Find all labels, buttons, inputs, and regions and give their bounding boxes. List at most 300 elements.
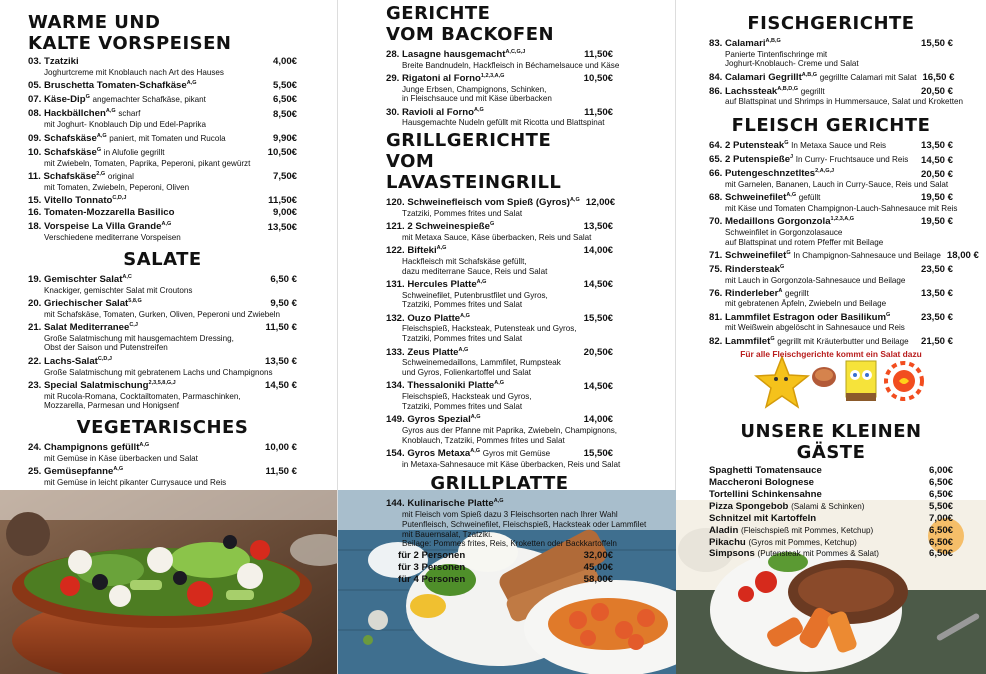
- menu-item-short-desc: In Metaxa Sauce und Reis: [791, 141, 887, 151]
- menu-item: [28, 145, 297, 168]
- menu-item: [386, 277, 613, 310]
- menu-item-price: 14,50€: [583, 380, 613, 392]
- menu-item-name: 120. Schweinefleisch vom Spieß (Gyros): [386, 197, 570, 209]
- menu-item-line: [709, 36, 915, 50]
- allergen-codes: A,G: [493, 498, 504, 505]
- menu-item-name: 121. 2 Schweinespieße: [386, 221, 490, 233]
- menu-item-description: Große Salatmischung mit gebratenem Lachs und Champignons: [44, 367, 273, 377]
- allergen-codes: A,C: [122, 273, 132, 280]
- menu-item-line: [709, 310, 915, 324]
- menu-item-line: [709, 84, 915, 98]
- menu-item-name: 134. Thessaloniki Platte: [386, 380, 495, 392]
- menu-item: [28, 272, 297, 295]
- menu-item-name: Spaghetti Tomatensauce: [709, 465, 822, 477]
- menu-item: [386, 243, 613, 276]
- menu-item-short-desc: paniert, mit Tomaten und Rucola: [109, 133, 226, 143]
- menu-item: [28, 320, 297, 353]
- menu-item: [386, 378, 613, 411]
- menu-item: [709, 513, 953, 525]
- allergen-codes: A,G: [113, 466, 124, 473]
- allergen-codes: G: [779, 263, 785, 270]
- menu-item-short-desc: (Putensteak mit Pommes & Salat): [757, 549, 879, 559]
- salad-note: Für alle Fleischgerichte kommt ein Salat dazu: [740, 349, 922, 360]
- menu-item-line: [386, 219, 578, 233]
- menu-item-name: 10. Schafskäse: [28, 147, 97, 158]
- menu-item-price: 20,50 €: [920, 168, 953, 180]
- menu-item: [709, 489, 953, 501]
- menu-item-name: 83. Calamari: [709, 38, 766, 50]
- menu-item-short-desc: gegrillt mit Kräuterbutter und Beilage: [777, 336, 909, 346]
- menu-item-description: Beilage: Pommes frites, Reis, Kroketten oder Backkartoffeln: [402, 539, 617, 549]
- menu-item-line: [709, 138, 915, 152]
- menu-item: [709, 465, 953, 477]
- menu-item-description: mit Joghurt- Knoblauch Dip und Edel-Paprika: [44, 120, 206, 130]
- allergen-codes: 2,A,G,J: [815, 168, 835, 175]
- allergen-codes: A,G: [161, 221, 172, 228]
- menu-item-name: 75. Rindersteak: [709, 264, 780, 276]
- allergen-codes: C,J: [129, 321, 138, 328]
- menu-item-price: 11,50€: [584, 49, 613, 61]
- menu-item-price: 13,50€: [267, 221, 297, 233]
- menu-item-description: Mozzarella, Parmesan und Honigsenf: [44, 401, 179, 411]
- menu-item-short-desc: (Gyros mit Pommes, Ketchup): [748, 537, 857, 547]
- menu-item-description: Tzatziki, Pommes frites und Salat: [402, 401, 523, 411]
- menu-item-description: mit Rucola-Romana, Cocktailtomaten, Parmaschinken,: [44, 391, 241, 401]
- menu-item-line: [709, 477, 923, 489]
- allergen-codes: G: [786, 249, 791, 256]
- menu-item-price: 6,50 €: [270, 274, 297, 286]
- menu-item-name: 149. Gyros Spezial: [386, 414, 471, 426]
- menu-item-short-desc: angemachter Schafkäse, pikant: [92, 95, 206, 105]
- menu-item-price: 9,00€: [272, 207, 297, 219]
- menu-item-short-desc: in Alufolie gegrillt: [103, 148, 165, 157]
- menu-item-description: Breite Bandnudeln, Hackfleisch in Béchamelsauce und Käse: [402, 60, 620, 70]
- menu-item-description: in Metaxa-Sahnesauce mit Käse überbacken, Reis und Salat: [402, 459, 621, 469]
- menu-item: [709, 36, 953, 69]
- allergen-codes: G: [96, 146, 102, 153]
- menu-item-name: 08. Hackbällchen: [28, 108, 106, 120]
- menu-item-price: 18,00 €: [946, 250, 979, 261]
- menu-item-name: 28. Lasagne hausgemacht: [386, 49, 506, 61]
- menu-item-price: 8,50€: [272, 108, 297, 120]
- menu-item-price: 11,50 €: [265, 466, 297, 478]
- menu-item-name: 154. Gyros Metaxa: [386, 448, 471, 460]
- menu-item-price: 13,50 €: [920, 140, 953, 152]
- menu-item-short-desc: gegrillt: [784, 288, 809, 298]
- menu-item-line: [386, 195, 580, 209]
- menu-item-line: [386, 277, 578, 291]
- menu-item-description: mit Gemüse in leicht pikanter Currysauce und Reis: [44, 477, 227, 487]
- menu-item: [709, 477, 953, 489]
- allergen-codes: C,D,J: [97, 355, 112, 362]
- menu-item-description: mit Bauernsalat, Tzatziki.: [402, 529, 493, 539]
- menu-item-line: [28, 207, 267, 219]
- menu-item-line: [386, 71, 578, 85]
- allergen-codes: G: [85, 94, 90, 101]
- menu-item: [28, 78, 297, 92]
- menu-item-price: 21,50 €: [920, 335, 953, 347]
- allergen-codes: A,G: [786, 192, 797, 199]
- menu-item-price: 7,00€: [928, 512, 953, 524]
- menu-item: [28, 207, 297, 219]
- menu-item-line: [386, 412, 578, 426]
- menu-item: [28, 92, 297, 106]
- menu-item-name: 81. Lammfilet Estragon oder Basilikum: [709, 311, 887, 323]
- menu-item: [709, 138, 953, 152]
- menu-item: [709, 537, 953, 549]
- menu-item: [386, 496, 647, 549]
- menu-item-price: 20,50 €: [920, 85, 953, 97]
- menu-item-line: [709, 166, 915, 180]
- menu-section-grillgerichte-vom-lavasteingrill: [386, 130, 621, 469]
- menu-item-price: 19,50 €: [920, 192, 953, 204]
- allergen-codes: A,G: [569, 197, 580, 204]
- menu-item-name: 05. Bruschetta Tomaten-Schafkäse: [28, 80, 187, 92]
- menu-item-price: 7,50€: [272, 171, 297, 183]
- menu-item-line: [28, 56, 267, 68]
- menu-item-line: [386, 105, 578, 119]
- menu-section-grillplatte: [386, 473, 647, 585]
- menu-section-gerichte-vom-backofen: [386, 3, 620, 128]
- menu-item: [386, 562, 613, 574]
- menu-item-description: Schweinfilet in Gorgonzolasauce: [725, 227, 843, 237]
- menu-item-description: Obst der Saison und Putenstreifen: [44, 343, 168, 353]
- menu-item-description: Knoblauch, Tzatziki, Pommes frites und Salat: [402, 435, 565, 445]
- menu-item: [28, 378, 297, 411]
- section-title: GRILLPLATTE: [430, 473, 569, 495]
- menu-item-line: [28, 145, 262, 159]
- menu-item-line: [28, 354, 259, 368]
- menu-item-description: mit Fleisch vom Spieß dazu 3 Fleischsorten nach Ihrer Wahl: [402, 510, 618, 520]
- menu-item-line: [386, 562, 578, 574]
- allergen-codes: A,G: [105, 108, 116, 115]
- menu-item-price: 13,50 €: [264, 356, 297, 368]
- menu-item-description: mit Tomaten, Zwiebeln, Peperoni, Oliven: [44, 182, 190, 192]
- menu-item-line: [386, 574, 578, 586]
- menu-item-short-desc: gegrillte Calamari mit Salat: [819, 72, 917, 82]
- menu-item-name: 11. Schafskäse: [28, 171, 97, 183]
- section-title: GRILLGERICHTE: [386, 130, 552, 152]
- menu-item-short-desc: (Salami & Schinken): [791, 501, 865, 511]
- allergen-codes: A,B,D,G: [777, 85, 799, 92]
- menu-item-price: 6,50€: [928, 524, 953, 536]
- menu-item-line: [386, 496, 607, 510]
- menu-item: [709, 548, 953, 560]
- menu-item: [28, 464, 297, 487]
- menu-item: [386, 550, 613, 562]
- menu-item-short-desc: Gyros mit Gemüse: [482, 449, 551, 459]
- menu-item-line: [28, 131, 267, 145]
- menu-item: [709, 525, 953, 537]
- menu-item-line: [28, 440, 259, 454]
- menu-item-price: 6,50€: [928, 488, 953, 500]
- menu-item-line: [709, 152, 915, 166]
- menu-item: [709, 334, 953, 348]
- menu-item-price: 10,50€: [583, 73, 613, 85]
- menu-item-name: 16. Tomaten-Mozzarella Basilico: [28, 207, 175, 219]
- allergen-codes: 2,3,5,8,G,J: [148, 379, 176, 386]
- menu-item-name: 07. Käse-Dip: [28, 94, 86, 106]
- allergen-codes: 1,2,3,A,G: [480, 72, 505, 79]
- section-title: FLEISCH GERICHTE: [731, 115, 931, 137]
- allergen-codes: A,G: [458, 346, 469, 353]
- menu-item-price: 15,50 €: [920, 38, 953, 50]
- menu-item-description: Joghurtcreme mit Knoblauch nach Art des Hauses: [44, 67, 224, 77]
- menu-item-description: mit Garnelen, Bananen, Lauch in Curry-Sauce, Reis und Salat: [725, 180, 949, 190]
- menu-item-price: 13,50€: [583, 221, 613, 233]
- menu-item-description: Tzatziki, Pommes frites und Salat: [402, 334, 523, 344]
- menu-item-description: mit Käse und Tomaten Champignon-Lauch-Sahnesauce mit Reis: [725, 203, 958, 213]
- menu-item: [386, 412, 618, 445]
- section-title: VOM LAVASTEINGRILL: [386, 151, 562, 194]
- menu-item: [386, 446, 621, 469]
- menu-item-line: [709, 248, 941, 262]
- menu-item-name: 20. Griechischer Salat: [28, 298, 129, 310]
- menu-item-line: [28, 78, 267, 92]
- menu-item: [28, 354, 297, 377]
- menu-item-line: [28, 92, 267, 106]
- menu-section-vegetarisches: [28, 417, 297, 488]
- menu-item-line: [709, 70, 916, 84]
- menu-item-description: mit Weißwein abgelöscht in Sahnesauce und Reis: [725, 323, 905, 333]
- menu-item-description: Verschiedene mediterrane Vorspeisen: [44, 233, 181, 243]
- menu-item-line: [28, 464, 260, 478]
- menu-item-name: 09. Schafskäse: [28, 132, 97, 144]
- menu-item-line: [709, 548, 923, 560]
- menu-item-name: 65. 2 Putenspieße: [709, 154, 791, 166]
- menu-item: [28, 440, 297, 463]
- menu-item-name: 23. Special Salatmischung: [28, 380, 149, 392]
- allergen-codes: A: [778, 287, 783, 294]
- menu-item-name: 76. Rinderleber: [709, 287, 779, 299]
- menu-item-name: für 4 Personen: [398, 573, 466, 585]
- menu-item-line: [709, 501, 923, 513]
- menu-section-fleisch-gerichte: [709, 115, 979, 360]
- menu-item-price: 16,50 €: [922, 71, 955, 83]
- menu-item-description: Hausgemachte Nudeln gefüllt mit Ricotta und Blattspinat: [402, 118, 605, 128]
- allergen-codes: 2,G: [96, 170, 106, 177]
- menu-item-price: 23,50 €: [920, 311, 953, 323]
- allergen-codes: A,B,G: [765, 38, 781, 44]
- menu-item-price: 4,00€: [272, 56, 297, 67]
- menu-item-name: 21. Salat Mediterranee: [28, 322, 130, 334]
- menu-item-price: 10,50€: [267, 147, 297, 158]
- menu-item-line: [28, 378, 259, 392]
- menu-item-short-desc: gefüllt: [798, 193, 821, 203]
- menu-item-line: [709, 262, 915, 276]
- menu-item-price: 23,50 €: [920, 264, 953, 276]
- menu-item-name: Pikachu: [709, 536, 746, 548]
- menu-item-name: 70. Medaillons Gorgonzola: [709, 216, 831, 228]
- menu-item: [28, 193, 297, 207]
- allergen-codes: C,D,J: [112, 194, 127, 201]
- section-title: VEGETARISCHES: [76, 417, 249, 439]
- menu-item-name: Tortellini Schinkensahne: [709, 488, 822, 500]
- menu-item: [709, 501, 953, 513]
- menu-item-description: Schweinemedaillons, Lammfilet, Rumpsteak: [402, 358, 561, 368]
- menu-item: [709, 190, 958, 213]
- section-title: WARME UND: [28, 12, 161, 33]
- menu-item-name: 84. Calamari Gegrillt: [709, 71, 802, 83]
- menu-item-line: [386, 345, 578, 359]
- menu-panel-left: [0, 0, 337, 674]
- menu-item: [709, 70, 953, 84]
- menu-item-price: 12,00€: [585, 197, 616, 209]
- menu-item-name: Schnitzel mit Kartoffeln: [709, 512, 817, 524]
- menu-item-line: [28, 320, 260, 334]
- allergen-codes: 5,8,G: [128, 297, 142, 304]
- menu-item: [709, 84, 963, 107]
- allergen-codes: G: [886, 311, 891, 318]
- menu-item: [709, 152, 953, 166]
- menu-item-description: mit gebratenen Äpfeln, Zwiebeln und Beilage: [725, 299, 887, 309]
- section-title: GERICHTE: [386, 3, 491, 24]
- menu-item-name: Aladin: [709, 524, 739, 536]
- menu-item-line: [28, 106, 267, 120]
- allergen-codes: A,G: [139, 442, 150, 449]
- menu-item-description: Gyros aus der Pfanne mit Paprika, Zwiebeln, Champignons,: [402, 425, 618, 435]
- menu-item-price: 58,00€: [583, 573, 613, 585]
- section-title: SALATE: [123, 248, 202, 270]
- menu-item-price: 15,50€: [583, 312, 613, 324]
- menu-item-line: [28, 193, 262, 207]
- menu-panel-right: [675, 0, 985, 674]
- menu-item-line: [28, 169, 267, 183]
- menu-section-unsere-kleinen-gäste: [709, 421, 953, 560]
- menu-item-price: 6,00€: [928, 465, 953, 477]
- menu-item-name: 122. Bifteki: [386, 245, 437, 257]
- menu-item-line: [709, 489, 923, 501]
- menu-item-name: 15. Vitello Tonnato: [28, 195, 113, 207]
- section-title: UNSERE KLEINEN GÄSTE: [740, 421, 922, 464]
- menu-item-description: Tzatziki, Pommes frites und Salat: [402, 208, 523, 218]
- menu-item-description: mit Schafskäse, Tomaten, Gurken, Oliven, Peperoni und Zwiebeln: [44, 309, 281, 319]
- section-title: KALTE VORSPEISEN: [28, 33, 232, 54]
- allergen-codes: G: [490, 221, 495, 228]
- menu-item-price: 14,50 €: [264, 380, 297, 392]
- menu-item-line: [28, 272, 264, 286]
- menu-item-line: [386, 550, 578, 562]
- menu-item-price: 14,50 €: [920, 154, 953, 166]
- menu-item-line: [709, 190, 915, 204]
- menu-item-description: mit Gemüse in Käse überbacken und Salat: [44, 453, 198, 463]
- menu-item-description: Joghurt-Knoblauch- Creme und Salat: [725, 59, 859, 69]
- menu-item-name: 03. Tzatziki: [28, 56, 79, 67]
- allergen-codes: A,B,G: [801, 71, 818, 78]
- menu-item: [386, 105, 613, 128]
- menu-item: [28, 106, 297, 129]
- menu-item: [709, 286, 953, 309]
- menu-item-price: 10,00 €: [264, 442, 297, 454]
- allergen-codes: G: [770, 335, 775, 342]
- menu-item: [28, 219, 297, 242]
- menu-item-short-desc: In Champignon-Sahnesauce und Beilage: [793, 251, 941, 260]
- greek-salad-photo: [0, 490, 337, 674]
- menu-item-description: Panierte Tintenfischringe mit: [725, 49, 828, 59]
- menu-item-name: 133. Zeus Platte: [386, 346, 459, 358]
- menu-item-name: 82. Lammfilet: [709, 335, 771, 347]
- menu-item-price: 14,00€: [583, 414, 613, 426]
- allergen-codes: A,G: [494, 380, 505, 387]
- menu-item-price: 45,00€: [583, 561, 613, 573]
- menu-item-line: [386, 243, 578, 257]
- menu-item: [386, 47, 620, 70]
- menu-item-description: in Fleischsauce und mit Käse überbacken: [402, 94, 552, 104]
- menu-item-line: [709, 465, 923, 477]
- menu-item-short-desc: original: [107, 172, 134, 182]
- menu-item: [28, 296, 297, 319]
- menu-item-price: 11,50€: [268, 195, 297, 207]
- menu-item-price: 20,50€: [583, 346, 613, 358]
- menu-item: [386, 574, 613, 586]
- menu-item-name: für 2 Personen: [398, 549, 466, 561]
- menu-item-price: 13,50 €: [920, 287, 953, 299]
- allergen-codes: A,C,G,J: [505, 49, 526, 55]
- menu-item-description: Große Salatmischung mit hausgemachtem Dressing,: [44, 333, 234, 343]
- menu-item-price: 14,50€: [583, 279, 613, 291]
- menu-item-line: [709, 513, 923, 525]
- menu-item: [386, 219, 613, 242]
- menu-section-fischgerichte: [709, 13, 963, 107]
- menu-item-price: 9,50 €: [270, 298, 297, 310]
- menu-item-line: [709, 286, 915, 300]
- menu-item: [28, 131, 297, 145]
- menu-item-price: 6,50€: [928, 536, 953, 548]
- menu-item-name: für 3 Personen: [398, 561, 466, 573]
- menu-item-description: auf Blattspinat und rotem Pfeffer mit Beilage: [725, 237, 884, 247]
- allergen-codes: J: [790, 154, 794, 161]
- menu-item-name: 19. Gemischter Salat: [28, 274, 123, 286]
- menu-item-name: 24. Champignons gefüllt: [28, 442, 140, 454]
- menu-item-description: Fleischspieß, Hacksteak und Gyros,: [402, 392, 532, 402]
- menu-item: [709, 262, 953, 285]
- allergen-codes: 1,2,3,A,G: [830, 216, 855, 223]
- menu-item-price: 6,50€: [272, 94, 297, 106]
- menu-item-description: Tzatziki, Pommes frites und Salat: [402, 300, 523, 310]
- menu-item: [386, 311, 613, 344]
- menu-item-short-desc: In Curry- Fruchtsauce und Reis: [795, 155, 909, 165]
- menu-item: [386, 345, 613, 378]
- menu-item-line: [709, 537, 923, 549]
- menu-item: [386, 195, 616, 218]
- menu-item-price: 19,50 €: [920, 216, 953, 228]
- menu-item-line: [709, 334, 915, 348]
- allergen-codes: A,G: [470, 447, 481, 454]
- allergen-codes: A,G: [470, 414, 481, 421]
- menu-panel-middle: [337, 0, 675, 674]
- menu-item-short-desc: scharf: [118, 109, 141, 119]
- menu-section-warme-und-kalte-vorspeisen: [28, 12, 297, 243]
- menu-item-description: mit Metaxa Sauce, Käse überbacken, Reis und Salat: [402, 232, 592, 242]
- allergen-codes: G: [784, 140, 789, 147]
- menu-item-name: 86. Lachssteak: [709, 85, 778, 97]
- allergen-codes: A,G: [436, 245, 447, 252]
- menu-section-salate: [28, 249, 297, 411]
- menu-item-name: 30. Ravioli al Forno: [386, 106, 474, 118]
- menu-item-price: 11,50€: [584, 106, 613, 118]
- allergen-codes: A,G: [476, 279, 487, 285]
- menu-item-name: 132. Ouzo Platte: [386, 312, 461, 324]
- menu-item-description: dazu mediterrane Sauce, Reis und Salat: [402, 266, 548, 276]
- menu-item: [28, 169, 297, 192]
- allergen-codes: A,G: [186, 79, 197, 86]
- menu-item-price: 14,00€: [583, 245, 613, 257]
- menu-item-name: 25. Gemüsepfanne: [28, 466, 114, 478]
- menu-item-description: Putenfleisch, Schweinefilet, Fleischspieß, Hacksteak oder Lammfilet: [402, 519, 647, 529]
- menu-item-price: 5,50€: [928, 500, 953, 512]
- menu-item-description: Fleischspieß, Hacksteak, Putensteak und Gyros,: [402, 324, 577, 334]
- menu-item-description: Schweinefilet, Putenbrustfilet und Gyros,: [402, 290, 548, 300]
